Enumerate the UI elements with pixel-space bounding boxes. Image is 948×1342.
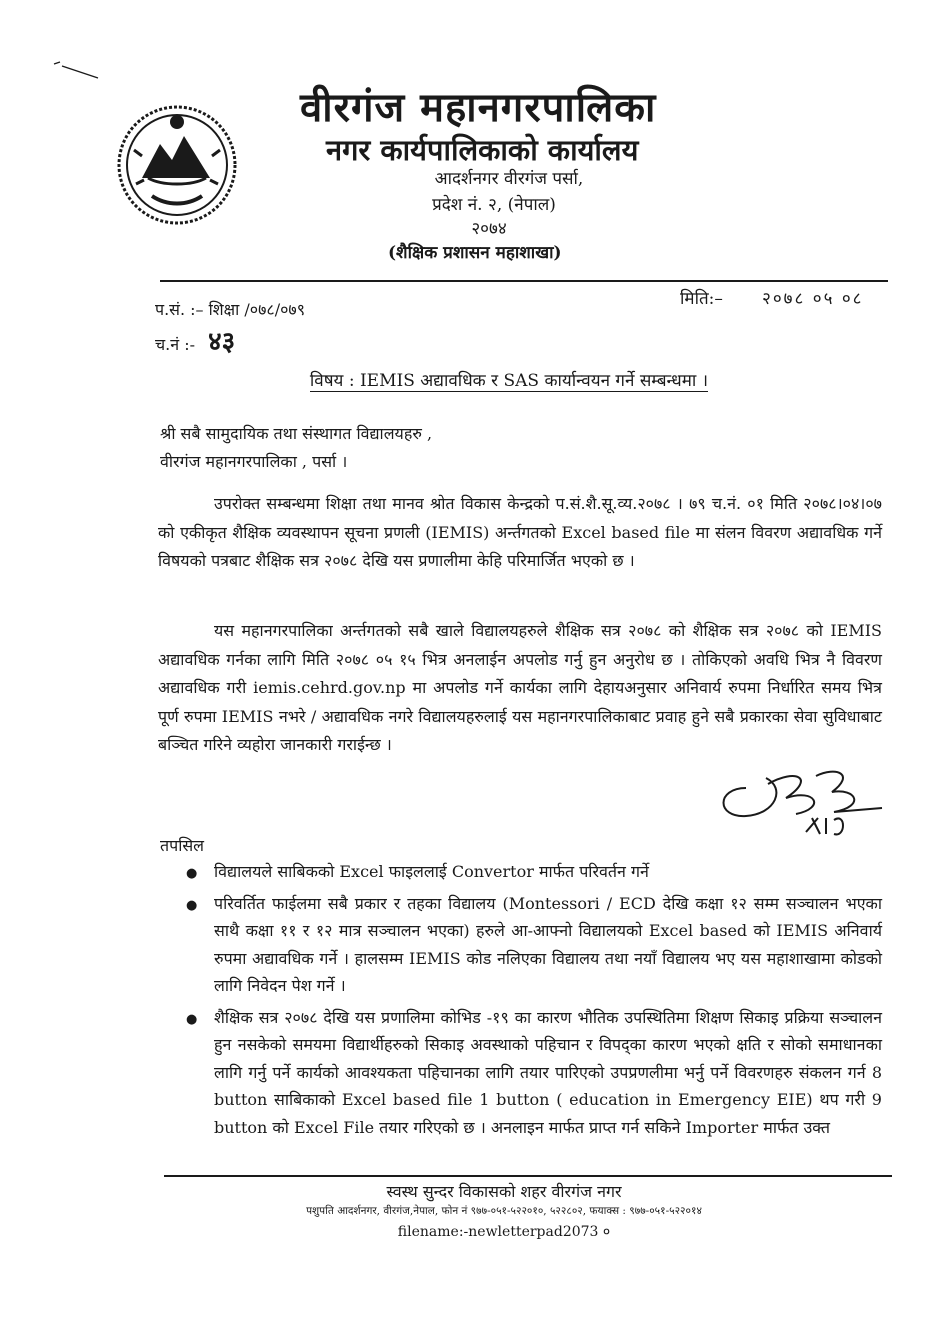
pen-mark-icon xyxy=(52,60,102,80)
dispatch-number xyxy=(155,322,235,358)
details-list xyxy=(186,858,882,1145)
addressee-line-1: श्री सबै सामुदायिक तथा संस्थागत विद्यालयहरु , xyxy=(160,424,433,443)
address-line-2: प्रदेश नं. २, (नेपाल) xyxy=(432,195,556,215)
footer-slogan: स्वस्थ सुन्दर विकासको शहर वीरगंज नगर xyxy=(386,1182,622,1201)
subject-text: विषय : IEMIS अद्यावधिक र SAS कार्यान्वयन गर्ने सम्बन्धमा । xyxy=(309,371,709,391)
signature-mark xyxy=(706,748,886,848)
list-item: ● शैक्षिक सत्र २०७८ देखि यस प्रणालिमा कोभिड -१९ का कारण भौतिक उपस्थितिमा शिक्षण सिकाइ प्रक्रिया सञ्चालन हुन नसकेको समयमा विद्यार्थीहरुको सिकाइ अवस्थाको पहिचान र विपद्का कारण भएको क्षति र सोको समाधानका लागि गर्नु पर्ने कार्यको आवश्यकता पहिचानका लागि तयार पारिएको उपप्रणलीमा भर्नु पर्ने विवरणहरु संकलन गर्न 8 button साबिकाको Excel based file 1 button ( education in Emergency EIE) थप गरी 9 button को Excel File तयार गरिएको छ । अनलाइन मार्फत प्राप्त गर्न सकिने Importer मार्फत उक्त xyxy=(186,1004,882,1142)
body-paragraph-2: यस महानगरपालिका अर्न्तगतको सबै खाले विद्यालयहरुले शैक्षिक सत्र २०७८ को शैक्षिक सत्र २०७८ को IEMIS अद्यावधिक गर्नका लागि मिति २०७८ ०५ १५ भित्र अनलाईन अपलोड गर्नु हुन अनुरोध छ । तोकिएको अवधि भित्र नै विवरण अद्यावधिक गरी iemis.cehrd.gov.np मा अपलोड गर्ने कार्यका लागि देहायअनुसार अनिवार्य रुपमा निर्धारित समय भित्र पूर्ण रुपमा IEMIS नभरे / अद्यावधिक नगरे विद्यालयहरुलाई यस महानगरपालिकाबाट प्रवाह हुने सबै प्रकारका सेवा सुविधाबाट बञ्चित गरिने व्यहोरा जानकारी गराईन्छ । xyxy=(158,621,882,754)
list-item: ● विद्यालयले साबिकको Excel फाइललाई Convertor मार्फत परिवर्तन गर्ने xyxy=(186,858,882,886)
dispatch-label: च.नं :- xyxy=(155,335,196,354)
footer-divider xyxy=(164,1175,892,1177)
details-heading: तपसिल xyxy=(160,836,205,855)
footer-contact: पशुपति आदर्शनगर, वीरगंज,नेपाल, फोन नं ९७७-०५१-५२२०१०, ५२२८०२, फयाक्स : ९७७-०५१-५२२०१४ xyxy=(306,1205,702,1217)
body-paragraph-1: उपरोक्त सम्बन्धमा शिक्षा तथा मानव श्रोत विकास केन्द्रको प.सं.शै.सू.व्य.२०७८ । ७९ च.नं. ०१ मिति २०७८।०४।०७ को एकीकृत शैक्षिक व्यवस्थापन सूचना प्रणली (IEMIS) अर्न्तगतको Excel based file मा संलन विवरण अद्यावधिक गर्ने विषयको पत्रबाट शैक्षिक सत्र २०७८ देखि यस प्रणालीमा केहि परिमार्जित भएको छ । xyxy=(158,494,882,570)
header-year: २०७४ xyxy=(471,219,507,239)
subject-line xyxy=(0,368,948,391)
address-line-1: आदर्शनगर वीरगंज पर्सा, xyxy=(434,169,584,189)
header-divider xyxy=(160,280,888,282)
office-title: नगर कार्यपालिकाको कार्यालय xyxy=(326,133,639,167)
addressee-line-2: वीरगंज महानगरपालिका , पर्सा । xyxy=(160,452,348,471)
reference-number: प.सं. :– शिक्षा /०७८/०७९ xyxy=(155,300,306,319)
date-value: २०७८ ०५ ०८ xyxy=(762,289,864,309)
dispatch-value: ४३ xyxy=(208,327,236,357)
department-name: (शैक्षिक प्रशासन महाशाखा) xyxy=(388,243,562,263)
municipality-title: वीरगंज महानगरपालिका xyxy=(300,84,657,131)
footer-filename: filename:-newletterpad2073 ० xyxy=(397,1224,611,1240)
date-label: मिति:– xyxy=(680,289,723,309)
list-item: ● परिवर्तित फाईलमा सबै प्रकार र तहका विद्यालय (Montessori / ECD देखि कक्षा १२ सम्म सञ्चालन भएका साथै कक्षा ११ र १२ मात्र सञ्चालन भएका) हरुले आ-आफ्नो विद्यालयको Excel based को IEMIS अनिवार्य रुपमा अद्यावधिक गर्ने । हालसम्म IEMIS कोड नलिएका विद्यालय तथा नयाँ विद्यालय भए यस महाशाखामा कोडको लागि निवेदन पेश गर्ने । xyxy=(186,890,882,1000)
